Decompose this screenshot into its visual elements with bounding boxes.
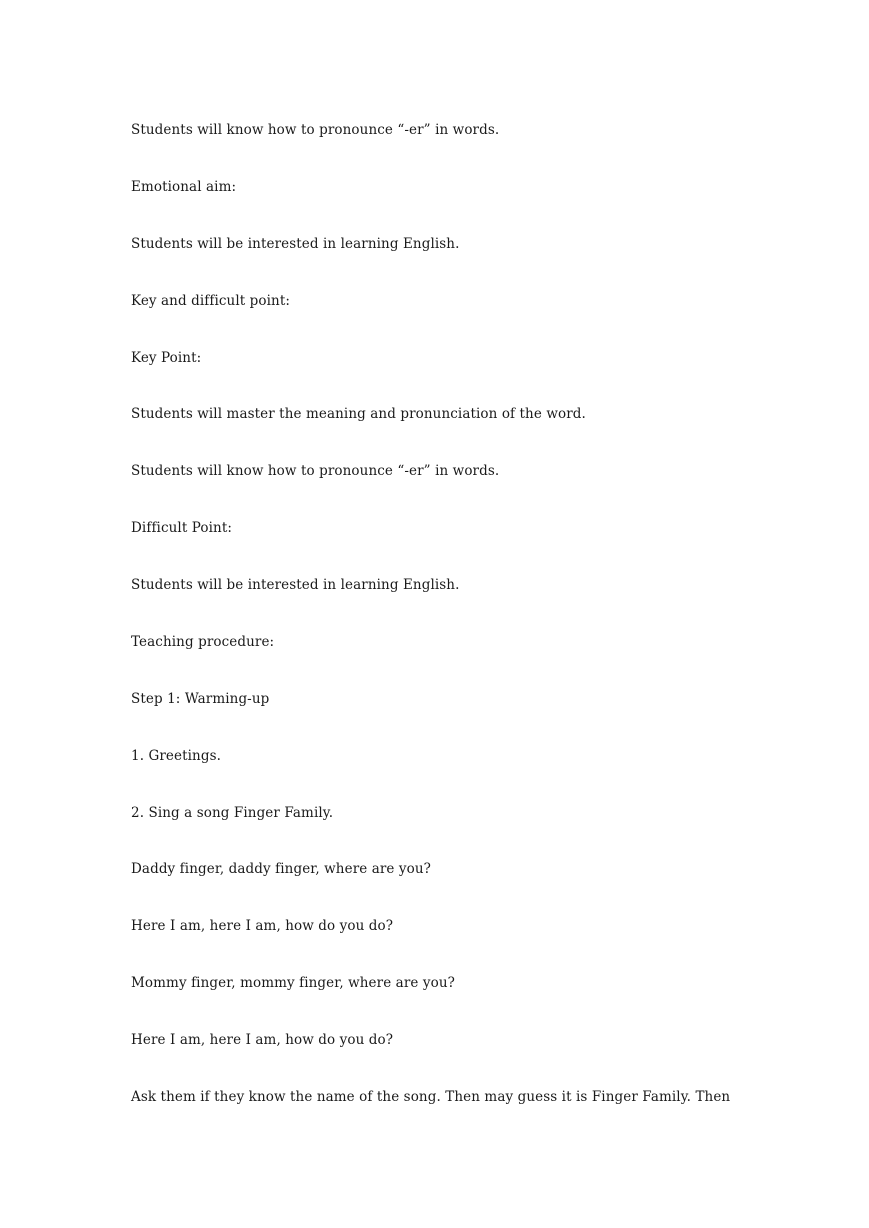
song-lyric-line: Here I am, here I am, how do you do?	[131, 918, 394, 934]
list-item: 2. Sing a song Finger Family.	[131, 805, 334, 821]
section-label-key-difficult-point: Key and difficult point:	[131, 293, 291, 309]
list-item: 1. Greetings.	[131, 748, 221, 764]
section-label-key-point: Key Point:	[131, 350, 202, 366]
text-line: Students will be interested in learning English.	[131, 577, 460, 593]
text-line: Ask them if they know the name of the song. Then may guess it is Finger Family. Then	[131, 1089, 731, 1105]
section-label-teaching-procedure: Teaching procedure:	[131, 634, 275, 650]
section-label-difficult-point: Difficult Point:	[131, 520, 232, 536]
step-heading: Step 1: Warming-up	[131, 691, 270, 707]
text-line: Students will know how to pronounce “-er” in words.	[131, 463, 500, 479]
section-label-emotional-aim: Emotional aim:	[131, 179, 237, 195]
text-line: Students will master the meaning and pronunciation of the word.	[131, 406, 586, 422]
text-line: Students will be interested in learning English.	[131, 236, 460, 252]
text-line: Students will know how to pronounce “-er” in words.	[131, 122, 500, 138]
song-lyric-line: Here I am, here I am, how do you do?	[131, 1032, 394, 1048]
song-lyric-line: Mommy finger, mommy finger, where are you?	[131, 975, 455, 991]
song-lyric-line: Daddy finger, daddy finger, where are you?	[131, 861, 431, 877]
